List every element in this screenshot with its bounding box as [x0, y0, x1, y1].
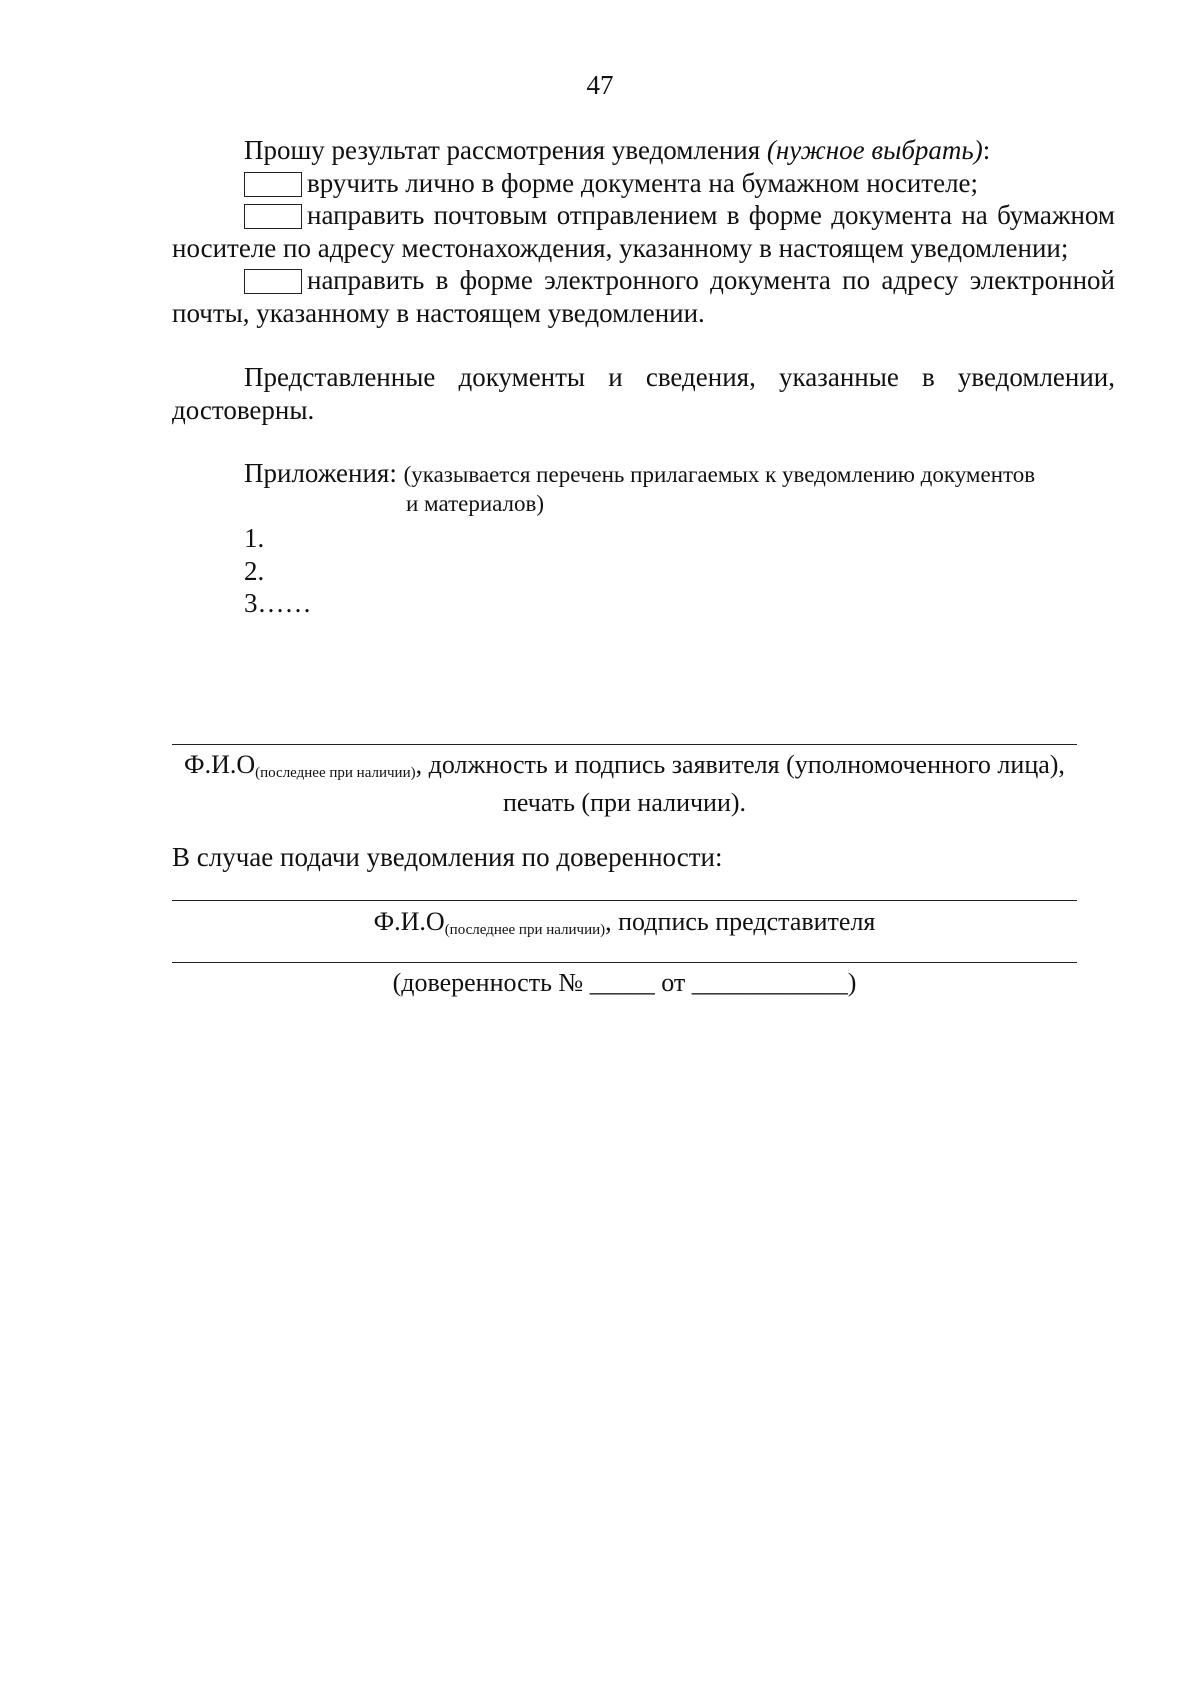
option-postal-delivery [172, 199, 1115, 264]
applicant-fio: Ф.И.О [184, 750, 256, 779]
option-electronic-delivery-label: направить в форме электронного документа по адресу электронной почты, указанному в настоящем уведомлении. [172, 265, 1115, 328]
applicant-fio-note: (последнее при наличии) [255, 765, 416, 781]
attachments-label: Приложения: [244, 458, 404, 488]
option-postal-delivery-label: направить почтовым отправлением в форме документа на бумажном носителе по адресу местонахождения, указанному в настоящем уведомлении; [172, 200, 1115, 263]
proxy-caption-rest: , подпись представителя [605, 907, 876, 936]
applicant-signature-caption [172, 750, 1077, 818]
attachments-heading [172, 458, 1115, 490]
proxy-fio-note: (последнее при наличии) [444, 922, 606, 938]
list-item: 1. [244, 523, 265, 553]
attachments-list [172, 522, 1115, 620]
proxy-heading: В случае подачи уведомления по доверенности: [172, 842, 723, 872]
attachments-note: (указывается перечень прилагаемых к уведомлению документов [403, 462, 1036, 487]
request-intro-italic: (нужное выбрать) [766, 135, 983, 165]
request-intro-end: : [982, 135, 991, 165]
page-number: 47 [586, 70, 614, 100]
power-of-attorney-caption: (доверенность № _____ от ____________) [392, 968, 857, 997]
proxy-fio: Ф.И.О [373, 907, 445, 936]
checkbox-personal-delivery[interactable] [244, 172, 302, 197]
request-intro-text: Прошу результат рассмотрения уведомления [244, 135, 767, 165]
applicant-signature-line [172, 744, 1077, 745]
list-item: 2. [244, 555, 265, 586]
list-item: 3…… [244, 588, 312, 618]
attachments-note-continued: и материалов) [406, 491, 545, 516]
option-personal-delivery [172, 167, 1115, 200]
proxy-signature-caption [172, 907, 1077, 945]
proxy-signature-line [172, 900, 1077, 901]
applicant-caption-rest: , должность и подпись заявителя (уполномоченного лица), [415, 750, 1065, 779]
applicant-caption-line-2: печать (при наличии). [502, 788, 747, 817]
option-personal-delivery-label: вручить лично в форме документа на бумажном носителе; [307, 167, 979, 198]
checkbox-electronic-delivery[interactable] [244, 269, 302, 294]
certification-statement: Представленные документы и сведения, указанные в уведомлении, достоверны. [172, 362, 1115, 425]
spacer [172, 426, 1115, 458]
form-body [172, 134, 1115, 620]
spacer [172, 329, 1115, 361]
option-electronic-delivery [172, 264, 1115, 329]
power-of-attorney-line [172, 962, 1077, 963]
applicant-caption-line-1 [172, 750, 1077, 788]
request-intro [172, 134, 1115, 167]
checkbox-postal-delivery[interactable] [244, 204, 302, 229]
